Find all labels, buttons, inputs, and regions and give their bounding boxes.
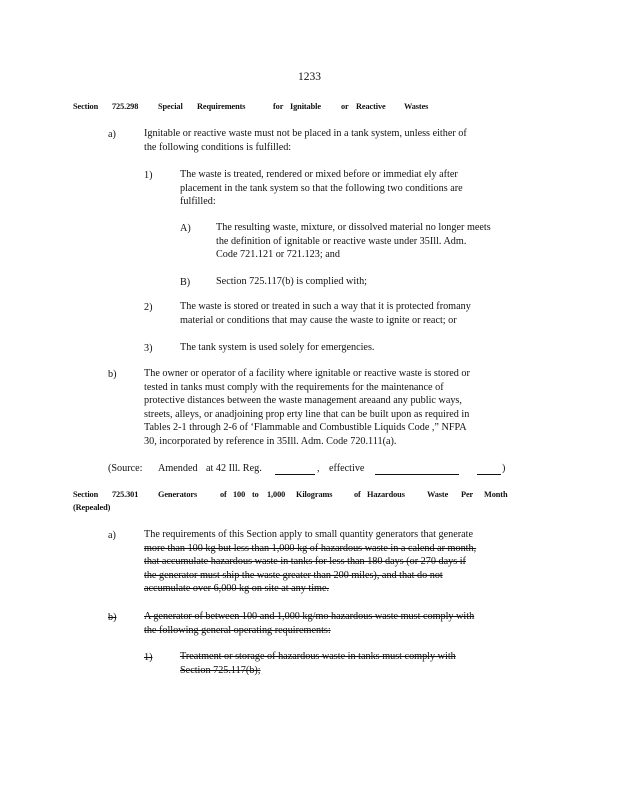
section-title-word: Kilograms	[296, 490, 333, 499]
subparagraph-label: A)	[180, 223, 191, 234]
text-line: Ignitable or reactive waste must not be placed in a tank system, unless either of	[144, 128, 467, 139]
text-line: Tables 2-1 through 2-6 of ‘Flammable and Combustible Liquids Code ,” NFPA	[144, 422, 467, 434]
section-label: Section	[73, 490, 99, 499]
text-line: Code 721.121 or 721.123; and	[216, 249, 340, 261]
section-title-word: Per	[461, 490, 474, 499]
text-line: material or conditions that may cause the waste to ignite or react; or	[180, 314, 457, 326]
subsection-label: b)	[108, 369, 117, 380]
text-line: The waste is treated, rendered or mixed before or immediat ely after	[180, 169, 458, 180]
source-effective: effective	[329, 463, 365, 474]
paragraph-label: 1)	[144, 170, 153, 181]
section-title-word: Generators	[158, 490, 198, 499]
paragraph-a1-text	[180, 168, 520, 209]
section-title-word: Reactive	[356, 102, 386, 111]
subsection-a-text	[144, 528, 530, 596]
section-title-word: Waste	[427, 490, 449, 499]
source-close: )	[502, 463, 506, 474]
repealed-label: (Repealed)	[73, 503, 111, 512]
struck-text-line: Section 725.117(b);	[180, 664, 261, 676]
text-line: The requirements of this Section apply to small quantity generators that generate	[144, 529, 474, 540]
text-line: 30, incorporated by reference in 35Ill. Adm. Code 720.111(a).	[144, 435, 397, 447]
section-title-word: Month	[484, 490, 508, 499]
page-number: 1233	[298, 71, 321, 83]
section-title-word: or	[341, 102, 349, 111]
section-title-word: of	[354, 490, 361, 499]
struck-text-line: the generator must ship the waste greater than 200 miles), and that do not	[144, 569, 443, 581]
paragraph-b1-text	[180, 650, 510, 677]
text-line: streets, alleys, or anadjoining prop erty line that can be built upon as required in	[144, 408, 470, 420]
subsection-label: b)	[108, 612, 117, 623]
source-blank-line	[375, 464, 459, 475]
source-blank-line	[477, 464, 501, 475]
struck-text-line: that accumulate hazardous waste in tanks for less than 180 days (or 270 days if	[144, 556, 466, 568]
paragraph-a3-text: The tank system is used solely for emergencies.	[180, 342, 375, 353]
text-line: The owner or operator of a facility where ignitable or reactive waste is stored or	[144, 368, 470, 379]
section-title-word: 1,000	[267, 490, 286, 499]
subsection-b-text	[144, 367, 532, 449]
text-line: placement in the tank system so that the following two conditions are	[180, 182, 463, 194]
section-title-word: Hazardous	[367, 490, 405, 499]
section-title-word: Ignitable	[290, 102, 321, 111]
text-line: tested in tanks must comply with the requirements for the maintenance of	[144, 381, 444, 393]
subsection-label: a)	[108, 129, 116, 140]
text-line: the definition of ignitable or reactive waste under 35Ill. Adm.	[216, 235, 467, 247]
section-title-word: Wastes	[404, 102, 429, 111]
source-open: (Source:	[108, 463, 143, 474]
struck-text-line: the following general operating requirements:	[144, 624, 331, 636]
text-line: The waste is stored or treated in such a way that it is protected fromany	[180, 301, 471, 312]
section-title-word: for	[273, 102, 284, 111]
section-title-word: Special	[158, 102, 183, 111]
text-line: The resulting waste, mixture, or dissolved material no longer meets	[216, 222, 491, 233]
source-amended: Amended	[158, 463, 198, 474]
source-register: at 42 Ill. Reg.	[206, 463, 262, 474]
paragraph-label: 1)	[144, 652, 153, 663]
subparagraph-B-text: Section 725.117(b) is complied with;	[216, 276, 368, 287]
subparagraph-label: B)	[180, 277, 191, 288]
subsection-b-text	[144, 610, 532, 637]
struck-text-line: A generator of between 100 and 1,000 kg/mo hazardous waste must comply with	[144, 611, 475, 622]
paragraph-a2-text	[180, 300, 522, 327]
section-number: 725.298	[112, 102, 139, 111]
struck-text-line: accumulate over 6,000 kg on site at any time.	[144, 583, 330, 595]
subsection-a-text	[144, 127, 528, 154]
section-title-word: Requirements	[197, 102, 246, 111]
source-comma: ,	[317, 463, 320, 474]
struck-text-line: Treatment or storage of hazardous waste in tanks must comply with	[180, 651, 456, 662]
struck-text-line: more than 100 kg but less than 1,000 kg of hazardous waste in a calend ar month,	[144, 542, 477, 554]
section-title-word: 100	[233, 490, 246, 499]
subparagraph-A-text	[216, 221, 538, 262]
source-blank-line	[275, 464, 315, 475]
text-line: fulfilled:	[180, 196, 216, 208]
section-label: Section	[73, 102, 99, 111]
section-title-word: to	[252, 490, 259, 499]
paragraph-label: 2)	[144, 302, 153, 313]
text-line: protective distances between the waste management areaand any public ways,	[144, 395, 462, 407]
section-title-word: of	[220, 490, 227, 499]
section-number: 725.301	[112, 490, 139, 499]
subsection-label: a)	[108, 530, 116, 541]
paragraph-label: 3)	[144, 343, 153, 354]
text-line: the following conditions is fulfilled:	[144, 141, 292, 153]
